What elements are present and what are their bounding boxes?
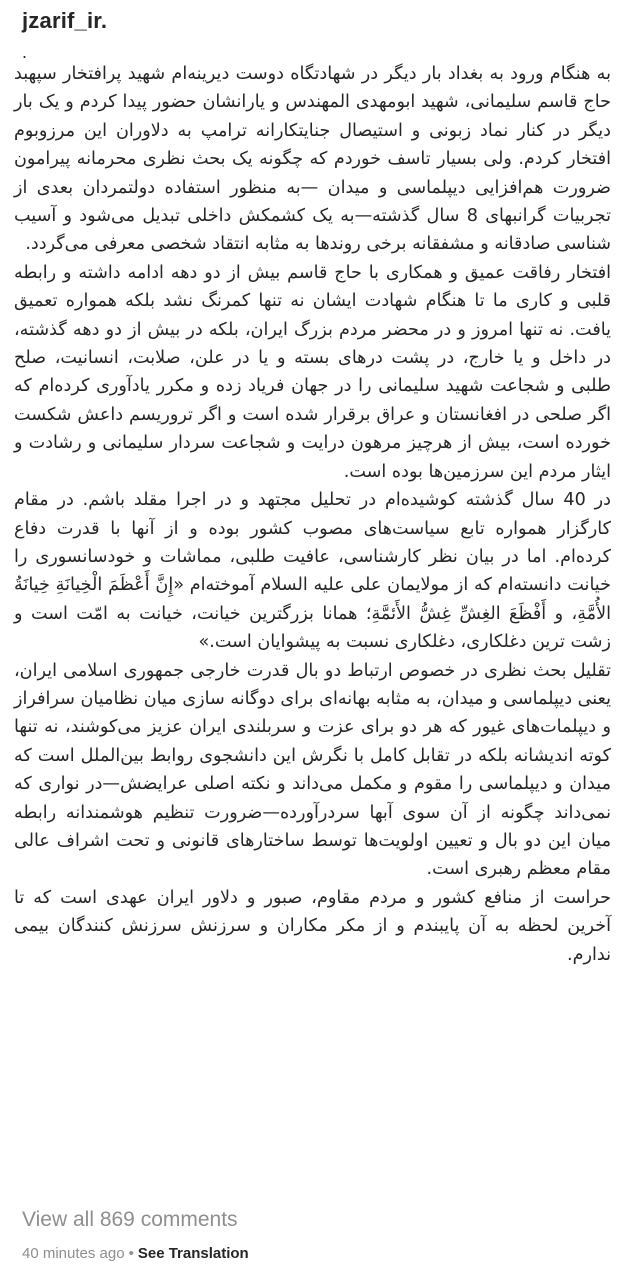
caption-paragraph: تقلیل بحث نظری در خصوص ارتباط دو بال قدرت خارجی جمهوری اسلامی ایران، یعنی دیپلماسی و میدان، به مثابه بهانه‌ای برای دوگانه سازی میان نظامیان سرافراز و دیپلمات‌های غیور که هر دو برای عزت و سربلندی ایران عزیز می‌کوشند، نه تنها کوته اندیشانه بلکه در تقابل کامل با نگرش این دانشجوی روابط بین‌الملل است که میدان و دیپلماسی را مقوم و مکمل می‌داند و نکته اصلی عرایضش—در نواری که نمی‌داند چگونه از آن سوی آبها سردرآورده—ضرورت تنظیم هوشمندانه رابطه میان این دو بال و تعیین اولویت‌ها توسط ساختارهای قانونی و تحت اشراف عالی مقام معظم رهبری است. xyxy=(14,660,611,880)
username-text[interactable]: jzarif_ir xyxy=(22,8,101,33)
separator: • xyxy=(128,1245,134,1262)
username-dot: . xyxy=(100,8,108,33)
caption-paragraph: در 40 سال گذشته کوشیده‌ام در تحلیل مجتهد و در اجرا مقلد باشم. در مقام کارگزار همواره تابع سیاست‌های مصوب کشور بوده و از آنها با قدرت دفاع کرده‌ام. اما در بیان نظر کارشناسی، عافیت طلبی، مماشات و خودسانسوری را خیانت دانسته‌ام که از مولایمان علی علیه السلام آموخته‌ام «إِنَّ أَعْظَمَ الْخِیانَةِ خِیانَةُ الأُمَّةِ، و أَفْظَعَ الغِشِّ غِشُّ الأَئمَّةِ؛ همانا بزرگترین خیانت، خیانت به امّت است و زشت ترین دغلکاری، دغلکاری نسبت به پیشوایان است.» xyxy=(14,490,611,653)
post-username[interactable] xyxy=(22,8,107,34)
post-meta xyxy=(22,1245,249,1262)
caption-paragraph: حراست از منافع کشور و مردم مقاوم، صبور و دلاور ایران عهدی است که تا آخرین لحظه به آن پایبندم و از مکر مکاران و سرزنش سرزنش کنندگان بیمی ندارم. xyxy=(14,887,611,965)
line-break-dot: . xyxy=(22,42,28,62)
post-caption xyxy=(14,60,611,969)
see-translation-link[interactable]: See Translation xyxy=(137,1245,249,1262)
view-all-comments-link[interactable]: View all 869 comments xyxy=(22,1208,238,1231)
caption-paragraph: به هنگام ورود به بغداد بار دیگر در شهادتگاه دوست دیرینه‌ام شهید پرافتخار سپهبد حاج قاسم سلیمانی، شهید ابومهدی المهندس و یارانشان حضور پیدا کردم و یک بار دیگر در کنار نماد زبونی و استیصال جنایتکارانه ترامپ به دلاوران این مرزوبوم افتخار کردم. ولی بسیار تاسف خوردم که چگونه یک بحث نظری محرمانه پیرامون ضرورت هم‌افزایی دیپلماسی و میدان —به منظور استفاده دولتمردان بعدی از تجربیات گرانبهای 8 سال گذشته—به یک کشمکش داخلی تبدیل می‌شود و آسیب شناسی صادقانه و مشفقانه برخی روندها به مثابه انتقاد شخصی معرفی می‌گردد. xyxy=(14,64,611,255)
timestamp: 40 minutes ago xyxy=(22,1245,125,1262)
caption-paragraph: افتخار رفاقت عمیق و همکاری با حاج قاسم بیش از دو دهه ادامه داشته و رابطه قلبی و کاری ما تا هنگام شهادت ایشان نه تنها کمرنگ نشد بلکه همواره تعمیق یافت. نه تنها امروز و در محضر مردم بزرگ ایران، بلکه در بیش از دو دهه گذشته، در داخل و یا خارج، در پشت درهای بسته و یا در علن، صلابت، انسانیت، صلح طلبی و شجاعت شهید سلیمانی را در جهان فریاد زده و مکرر یادآوری کرده‌ام که اگر صلحی در افغانستان و عراق برقرار شده است و اگر تروریسم داعش شکست خورده است، بیش از هرچیز مرهون درایت و شجاعت سردار سلیمانی و رشادت و ایثار مردم این سرزمین‌ها بوده است. xyxy=(14,262,611,482)
